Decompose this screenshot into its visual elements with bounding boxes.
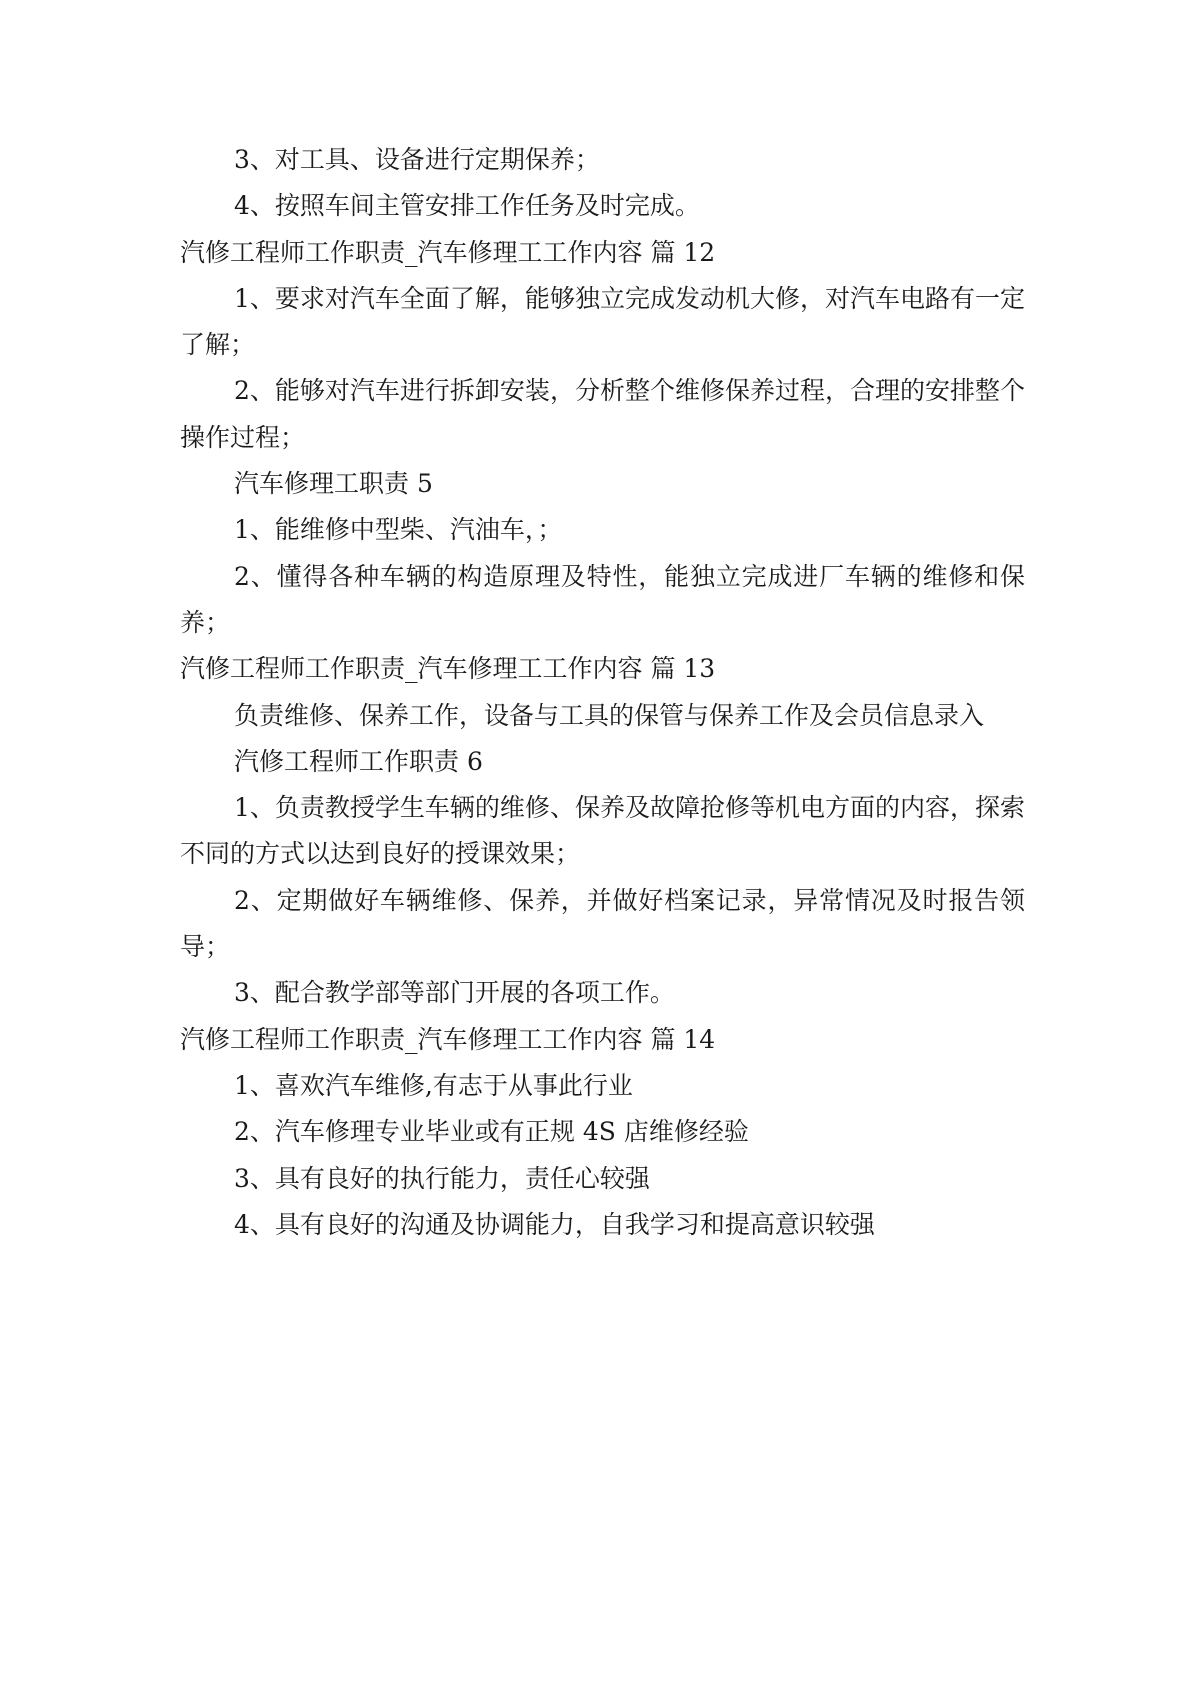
list-item: 3、配合教学部等部门开展的各项工作。 xyxy=(234,978,675,1008)
list-item: 4、按照车间主管安排工作任务及时完成。 xyxy=(234,191,700,221)
list-item: 4、具有良好的沟通及协调能力，自我学习和提高意识较强 xyxy=(234,1209,875,1239)
list-item: 1、喜欢汽车维修,有志于从事此行业 xyxy=(234,1070,633,1100)
list-item: 3、对工具、设备进行定期保养； xyxy=(234,145,600,174)
list-item: 2、汽车修理专业毕业或有正规 4S 店维修经验 xyxy=(234,1117,749,1147)
document-body xyxy=(180,137,1025,1248)
section-heading: 汽修工程师工作职责_汽车修理工工作内容 篇 13 xyxy=(180,654,716,684)
list-item: 2、定期做好车辆维修、保养，并做好档案记录，异常情况及时报告领导； xyxy=(180,885,1025,962)
list-item: 1、能维修中型柴、汽油车，； xyxy=(234,515,563,545)
subsection-title: 汽修工程师工作职责 6 xyxy=(234,746,483,776)
list-item: 2、懂得各种车辆的构造原理及特性，能独立完成进厂车辆的维修和保养； xyxy=(180,561,1025,637)
paragraph: 负责维修、保养工作，设备与工具的保管与保养工作及会员信息录入 xyxy=(234,700,985,730)
subsection-title: 汽车修理工职责 5 xyxy=(234,469,433,499)
section-heading: 汽修工程师工作职责_汽车修理工工作内容 篇 12 xyxy=(180,237,716,267)
list-item: 3、具有良好的执行能力，责任心较强 xyxy=(234,1163,650,1193)
list-item: 2、能够对汽车进行拆卸安装，分析整个维修保养过程，合理的安排整个操作过程； xyxy=(180,376,1025,452)
list-item: 1、负责教授学生车辆的维修、保养及故障抢修等机电方面的内容，探索不同的方式以达到良好的授课效果； xyxy=(180,793,1025,869)
section-heading: 汽修工程师工作职责_汽车修理工工作内容 篇 14 xyxy=(180,1024,716,1054)
list-item: 1、要求对汽车全面了解，能够独立完成发动机大修，对汽车电路有一定了解； xyxy=(180,283,1025,360)
